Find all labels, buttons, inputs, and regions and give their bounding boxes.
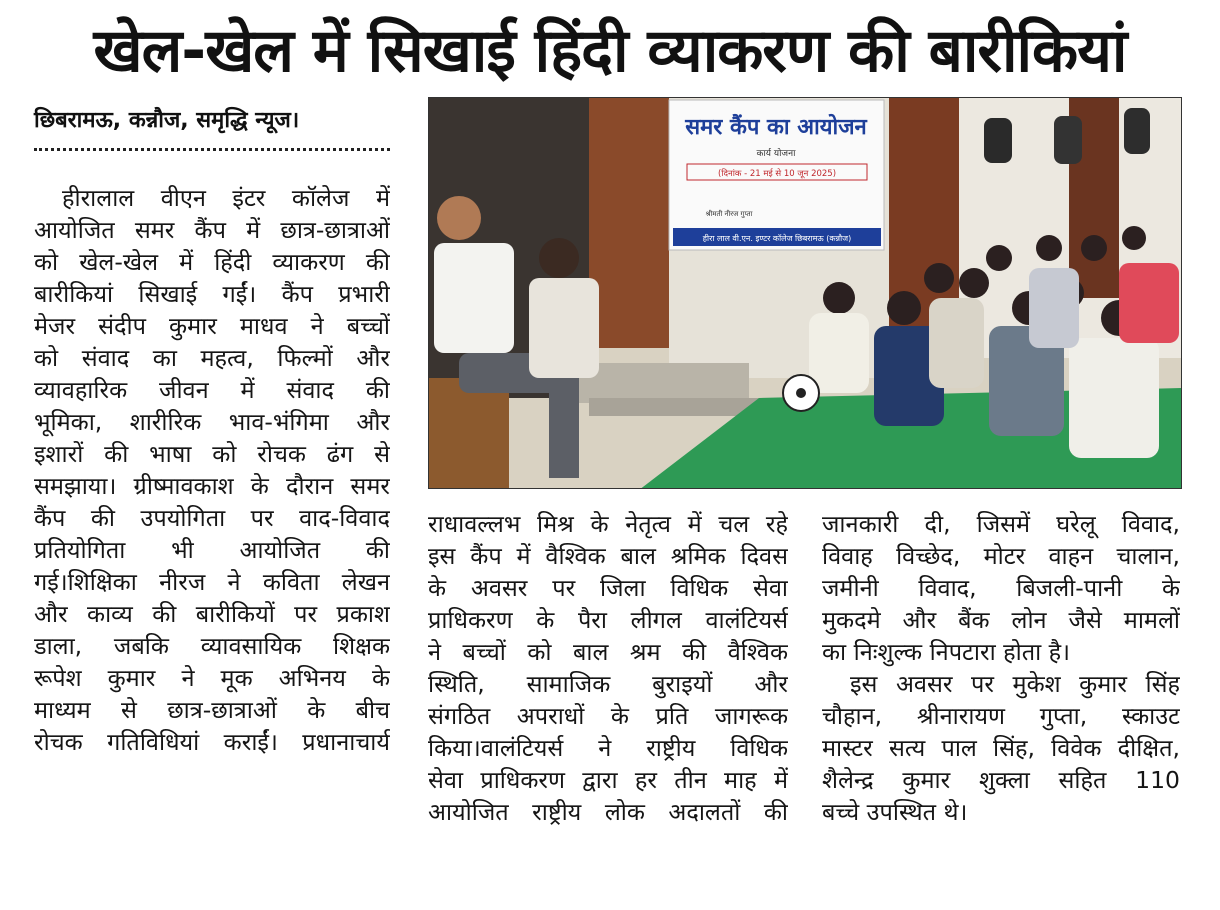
text-line: इस अवसर पर मुकेश कुमार सिंह <box>850 670 1180 698</box>
text-line: किया।वालंटियर्स ने राष्ट्रीय विधिक <box>428 734 788 762</box>
banner-subtitle: कार्य योजना <box>756 149 796 159</box>
dateline-divider <box>34 148 390 151</box>
text-line: बच्चे उपस्थित थे। <box>822 798 968 826</box>
text-line: ने बच्चों को बाल श्रम की वैश्विक <box>428 638 788 666</box>
text-line: आयोजित राष्ट्रीय लोक अदालतों की <box>428 798 788 826</box>
text-line: व्यावहारिक जीवन में संवाद की <box>34 376 390 404</box>
text-line: जमीनी विवाद, बिजली-पानी के <box>822 574 1180 602</box>
text-line: मेजर संदीप कुमार माधव ने बच्चों <box>34 312 390 340</box>
text-line: प्रतियोगिता भी आयोजित की <box>34 536 390 564</box>
text-line: समझाया। ग्रीष्मावकाश के दौरान समर <box>34 472 390 500</box>
banner-title: समर कैंप का आयोजन <box>685 115 867 140</box>
text-line: इशारों की भाषा को रोचक ढंग से <box>34 440 390 468</box>
text-line: के अवसर पर जिला विधिक सेवा <box>428 574 788 602</box>
headline: खेल-खेल में सिखाई हिंदी व्याकरण की बारीकियां <box>93 16 1127 86</box>
text-line: चौहान, श्रीनारायण गुप्ता, स्काउट <box>822 702 1180 730</box>
text-line: को संवाद का महत्व, फिल्मों और <box>34 344 390 372</box>
text-line: संगठित अपराधों के प्रति जागरूक <box>428 702 788 730</box>
text-line: का निःशुल्क निपटारा होता है। <box>822 638 1071 666</box>
text-line: इस कैंप में वैश्विक बाल श्रमिक दिवस <box>428 542 788 570</box>
text-line: स्थिति, सामाजिक बुराइयों और <box>428 670 788 698</box>
news-photo <box>428 97 1182 489</box>
text-line: विवाह विच्छेद, मोटर वाहन चालान, <box>822 542 1180 570</box>
text-line: डाला, जबकि व्यावसायिक शिक्षक <box>34 632 390 660</box>
banner-names: श्रीमती नीरज गुप्ता <box>705 210 753 218</box>
text-line: रूपेश कुमार ने मूक अभिनय के <box>34 664 390 692</box>
text-line: राधावल्लभ मिश्र के नेतृत्व में चल रहे <box>428 510 788 538</box>
dateline: छिबरामऊ, कन्नौज, समृद्धि न्यूज। <box>34 108 300 133</box>
article-column-3 <box>822 508 1180 828</box>
article-column-2 <box>428 508 788 828</box>
text-line: रोचक गतिविधियां कराईं। प्रधानाचार्य <box>34 728 390 756</box>
text-line: हीरालाल वीएन इंटर कॉलेज में <box>62 184 390 212</box>
text-line: आयोजित समर कैंप में छात्र-छात्राओं <box>34 216 390 244</box>
text-line: प्राधिकरण के पैरा लीगल वालंटियर्स <box>428 606 788 634</box>
text-line: को खेल-खेल में हिंदी व्याकरण की <box>34 248 390 276</box>
text-line: बारीकियां सिखाई गईं। कैंप प्रभारी <box>34 280 390 308</box>
text-line: मुकदमे और बैंक लोन जैसे मामलों <box>822 606 1180 634</box>
text-line: जानकारी दी, जिसमें घरेलू विवाद, <box>822 510 1180 538</box>
banner-dates: (दिनांक - 21 मई से 10 जून 2025) <box>717 169 837 179</box>
text-line: भूमिका, शारीरिक भाव-भंगिमा और <box>34 408 390 436</box>
text-line: शैलेन्द्र कुमार शुक्ला सहित 110 <box>822 766 1180 794</box>
banner-college: हीरा लाल वी.एन. इण्टर कॉलेज छिबरामऊ (कन्नौज) <box>702 234 852 243</box>
article-column-1 <box>34 182 390 758</box>
text-line: कैंप की उपयोगिता पर वाद-विवाद <box>34 504 390 532</box>
text-line: माध्यम से छात्र-छात्राओं के बीच <box>34 696 390 724</box>
text-line: मास्टर सत्य पाल सिंह, विवेक दीक्षित, <box>822 734 1180 762</box>
text-line: गई।शिक्षिका नीरज ने कविता लेखन <box>34 568 390 596</box>
text-line: और काव्य की बारीकियों पर प्रकाश <box>34 600 390 628</box>
text-line: सेवा प्राधिकरण द्वारा हर तीन माह में <box>428 766 788 794</box>
